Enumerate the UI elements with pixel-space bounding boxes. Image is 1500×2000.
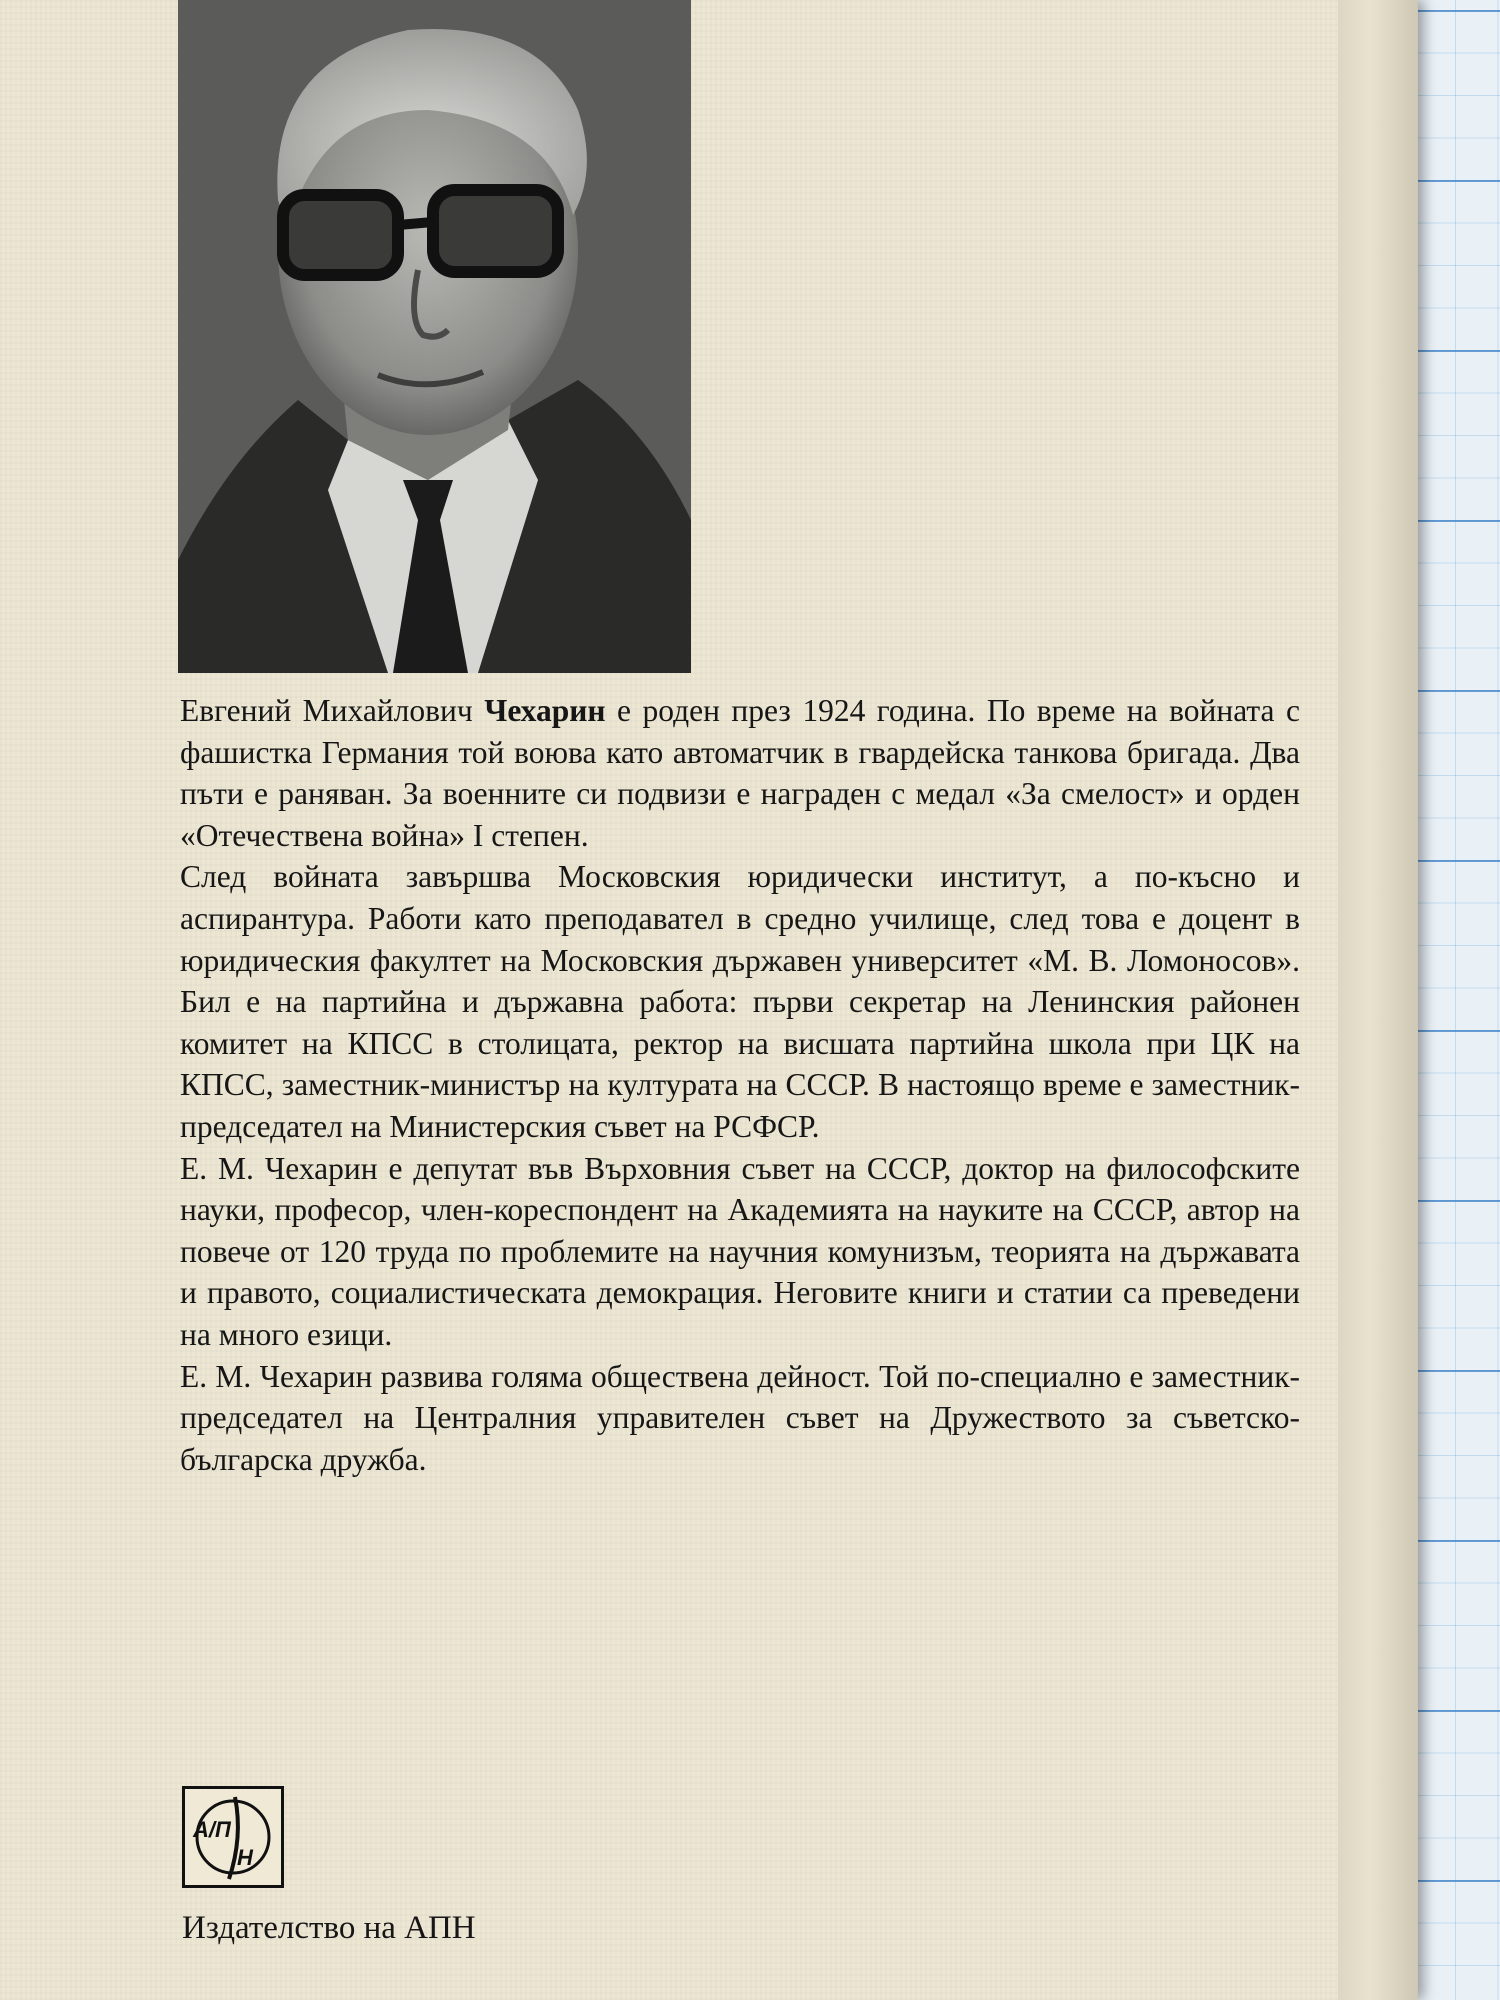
bio-paragraph-2: След войната завършва Московския юридически институт, а по-късно и аспирантура. Работи като преподавател в средно училище, след това е доцент в юридическия факултет на Московския държавен университет «М. В. Ломоносов». Бил е на партийна и държавна работа: първи секретар на Ленинския районен комитет на КПСС в столицата, ректор на висшата партийна школа при ЦК на КПСС, заместник-министър на културата на СССР. В настоящо време е заместник-председател на Министерския съвет на РСФСР.	[180, 859, 1300, 1144]
logo-letter-n: Н	[237, 1845, 253, 1870]
publisher-name: Издателство на АПН	[182, 1910, 476, 1946]
portrait-illustration	[178, 0, 691, 673]
apn-logo-icon	[182, 1786, 284, 1888]
author-biography	[180, 690, 1300, 1480]
cover-edge	[1338, 0, 1418, 2000]
author-portrait	[178, 0, 691, 673]
bio-paragraph-4: Е. М. Чехарин развива голяма обществена дейност. Той по-специално е заместник-председател на Централния управителен съвет на Дружеството за съветско-българска дружба.	[180, 1358, 1300, 1477]
logo-letters-ap: А/П	[193, 1817, 231, 1842]
bio-author-surname: Чехарин	[484, 693, 606, 728]
apn-logo-mark	[185, 1789, 281, 1885]
bio-paragraph-1-text: е роден през 1924 година. По време на войната с фашистка Германия той воюва като автоматчик в гвардейска танкова бригада. Два пъти е раняван. За военните си подвизи е награден с медал «За смелост» и орден «Отечествена война» I степен.	[180, 693, 1300, 853]
bio-paragraph-1	[180, 690, 1300, 856]
bio-author-name: Евгений Михайлович	[180, 693, 485, 728]
bio-paragraph-3: Е. М. Чехарин е депутат във Върховния съвет на СССР, доктор на философските науки, професор, член-кореспондент на Академията на науките на СССР, автор на повече от 120 труда по проблемите на научния комунизъм, теорията на държавата и правото, социалистическата демокрация. Неговите книги и статии са преведени на много езици.	[180, 1150, 1300, 1352]
